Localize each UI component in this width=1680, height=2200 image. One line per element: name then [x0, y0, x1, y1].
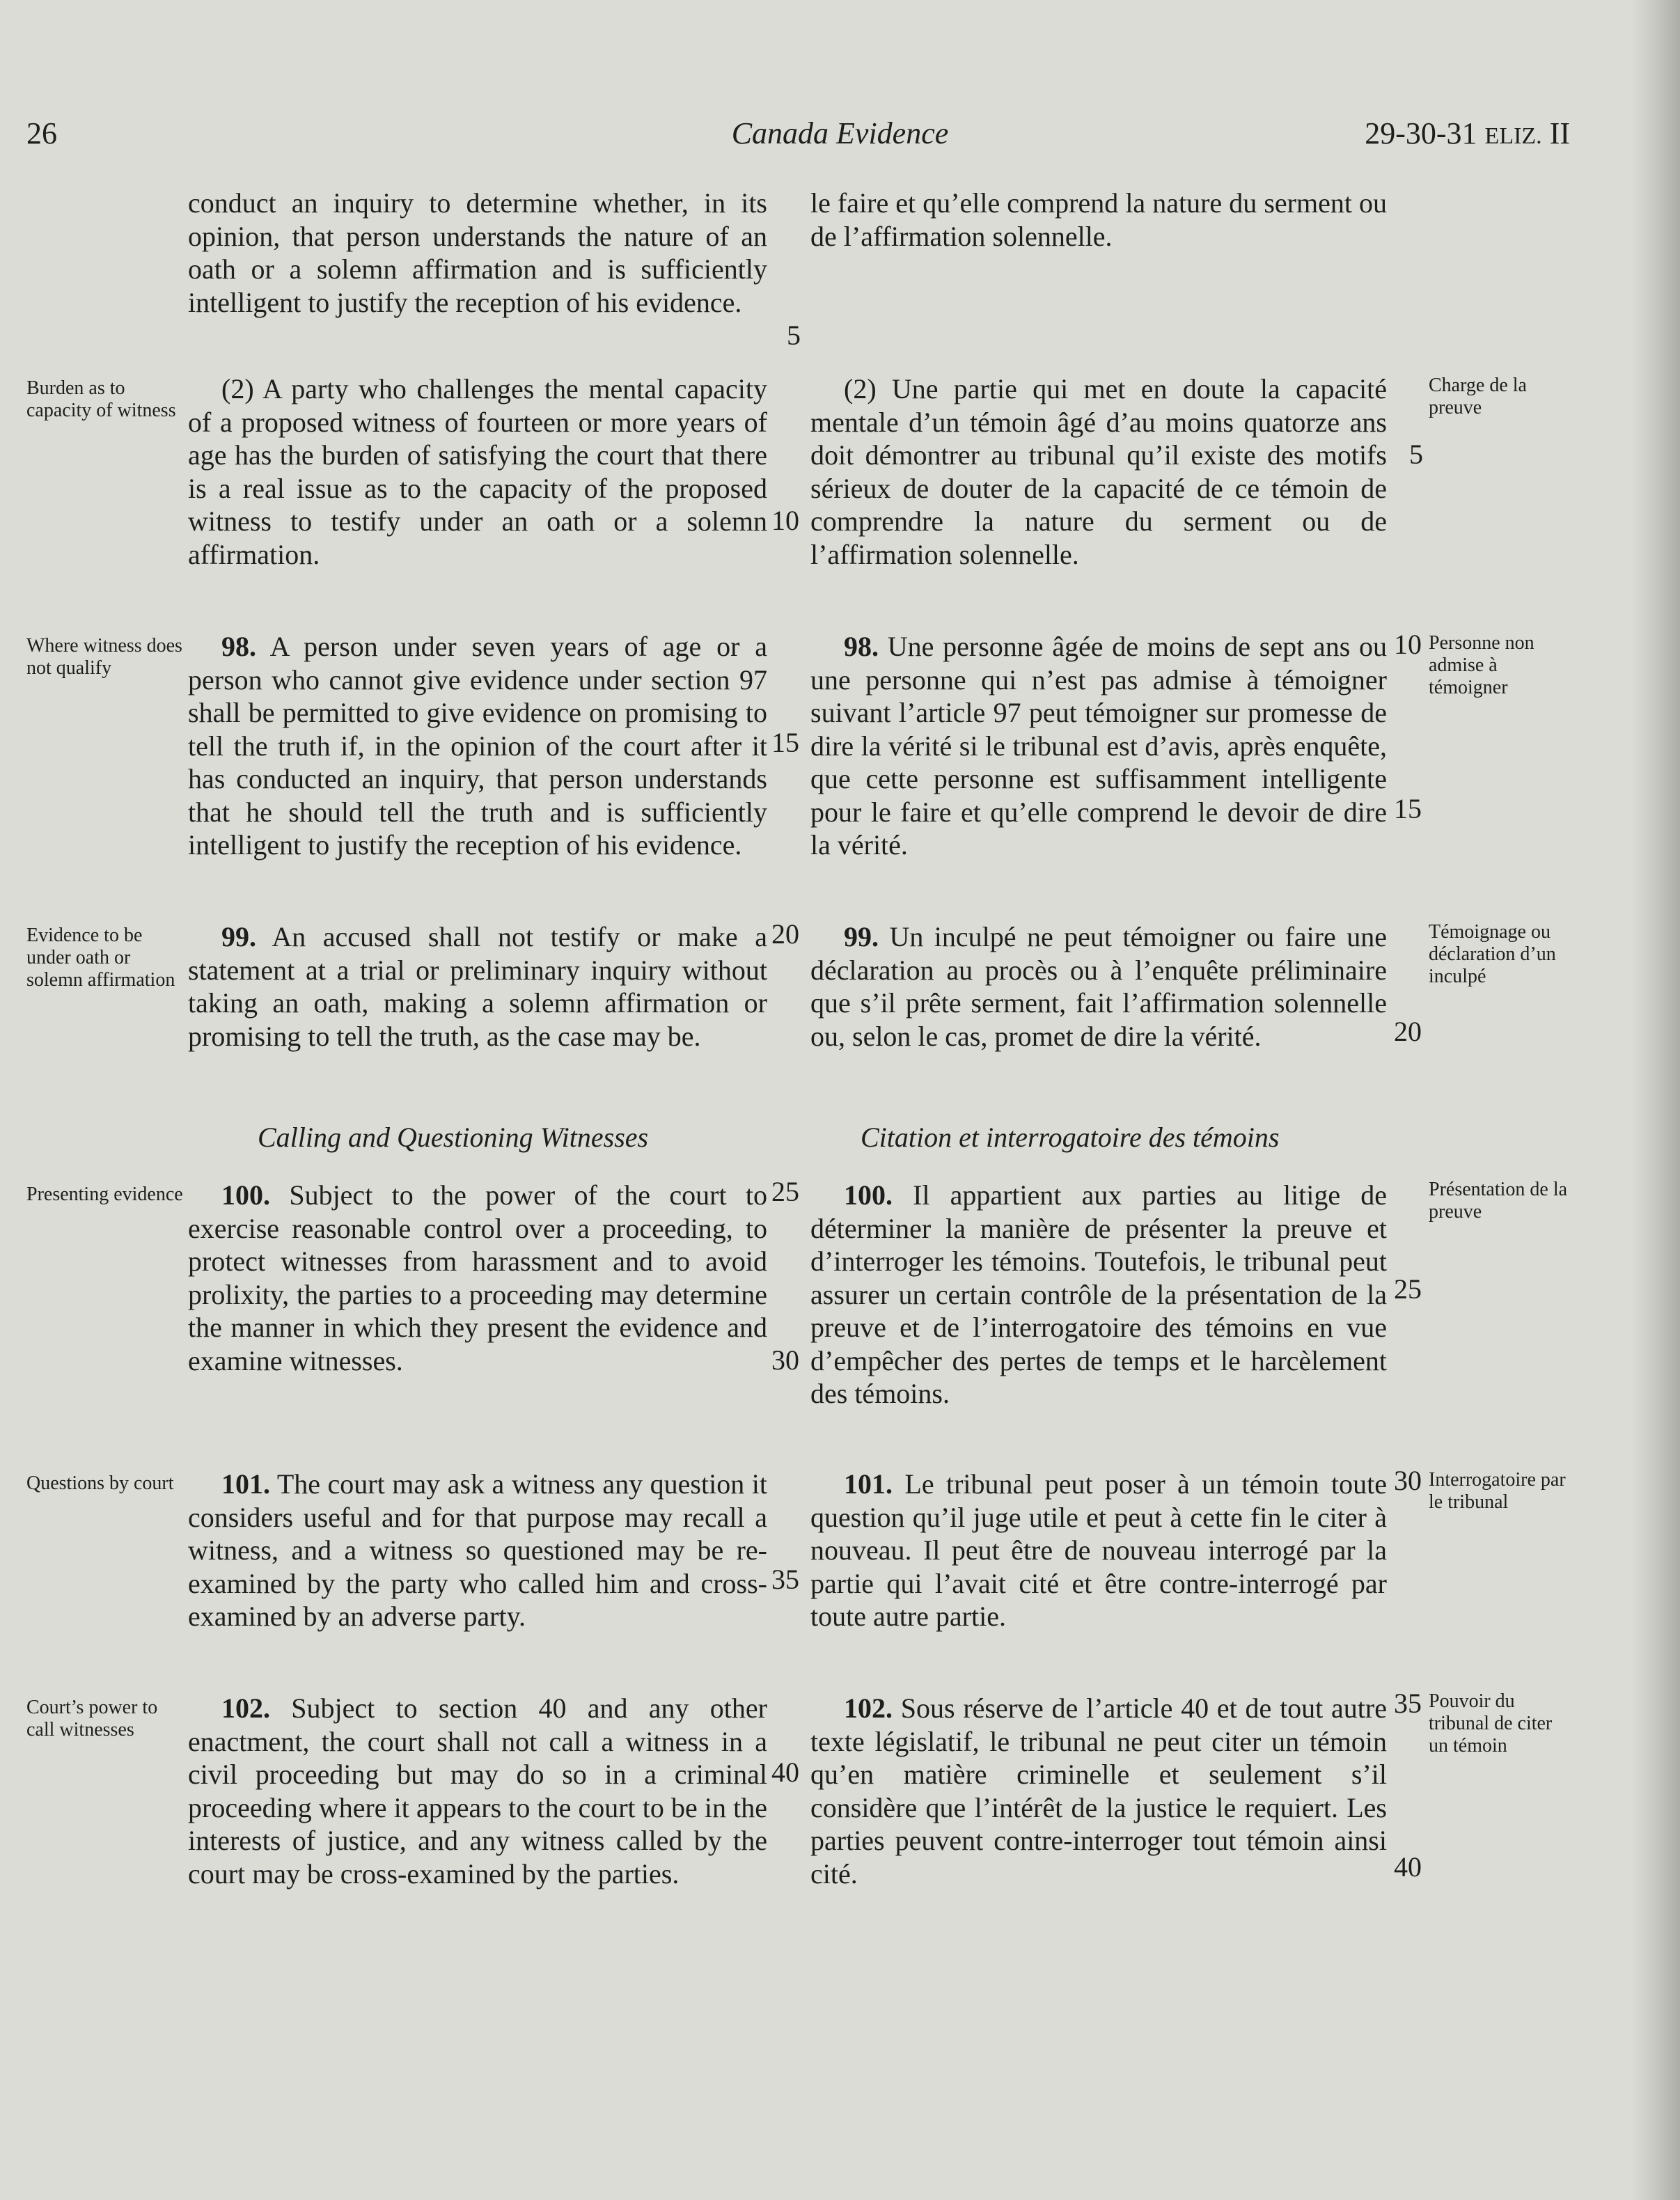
- fr-section-99: [810, 920, 1387, 1053]
- en-s100-text: Subject to the power of the court to exercise reasonable control over a proceeding, to protect witnesses from harassment and to avoid prolixity, the parties to a proceeding may determine the manner in which they present the evidence and examine witnesses.: [188, 1179, 767, 1376]
- fr-heading: Citation et interrogatoire des témoins: [861, 1122, 1280, 1153]
- regnal-eliz: ELIZ.: [1484, 123, 1542, 149]
- fr-line-number: 15: [1394, 793, 1422, 824]
- fr-s102-number: 102.: [844, 1692, 893, 1724]
- en-marginal-note: Court’s power to call witnesses: [26, 1697, 158, 1741]
- fr-marginal-note: Pouvoir du tribunal de citer un témoin: [1429, 1690, 1553, 1757]
- en-marginal-note: Burden as to capacity of witness: [26, 377, 176, 421]
- en-section-99: [188, 920, 767, 1053]
- en-line-number: 35: [771, 1564, 799, 1595]
- fr-marginal-note: Témoignage ou déclaration d’un inculpé: [1429, 921, 1556, 987]
- en-line-number: 15: [771, 727, 799, 758]
- fr-s102-text: Sous réserve de l’article 40 et de tout autre texte législatif, le tribunal ne peut citer un témoin qu’en matière criminelle et seulement s’il considère que l’intérêt de la justice le requiert. Les parties peuvent contre-interroger tout témoin ainsi cité.: [810, 1692, 1387, 1889]
- en-section-101: [188, 1468, 767, 1633]
- en-line-number: 5: [787, 320, 801, 351]
- en-s98-number: 98.: [221, 631, 256, 662]
- regnal-prefix: 29-30-31: [1365, 116, 1485, 150]
- en-line-number: 20: [771, 918, 799, 950]
- fr-line-number: 25: [1394, 1273, 1422, 1305]
- fr-s98-text: Une personne âgée de moins de sept ans ou une personne qui n’est pas admise à témoigner suivant l’article 97 peut témoigner sur promesse de dire la vérité si le tribunal est d’avis, après enquête, que cette personne est suffisamment intelligente pour le faire et qu’elle comprend le devoir de dire la vérité.: [810, 631, 1387, 861]
- fr-section-101: [810, 1468, 1387, 1633]
- fr-s99-number: 99.: [844, 921, 879, 952]
- page-edge-shadow: [1631, 0, 1680, 2200]
- en-marginal-note: Where witness does not qualify: [26, 635, 182, 679]
- fr-subsection-97-2: (2) Une partie qui met en doute la capacité mentale d’un témoin âgé d’au moins quatorze ans doit démontrer au tribunal qu’il existe des motifs sérieux de douter de la capacité de ce témoin de comprendre la nature du serment ou de l’affirmation solennelle.: [810, 373, 1387, 570]
- fr-s100-number: 100.: [844, 1179, 893, 1211]
- fr-s99-text: Un inculpé ne peut témoigner ou faire une déclaration au procès ou à l’enquête préliminaire que s’il prête serment, fait l’affirmation solennelle ou, selon le cas, promet de dire la vérité.: [810, 921, 1387, 1052]
- en-line-number: 10: [771, 505, 799, 536]
- running-title: Canada Evidence: [731, 116, 949, 150]
- fr-section-102: [810, 1692, 1387, 1890]
- en-section-98: [188, 630, 767, 862]
- en-line-number: 40: [771, 1757, 799, 1788]
- en-s98-text: A person under seven years of age or a person who cannot give evidence under section 97 shall be permitted to give evidence on promising to tell the truth if, in the opinion of the court after it has conducted an inquiry, that person understands that he should tell the truth and is sufficiently intelligent to justify the reception of his evidence.: [188, 631, 767, 861]
- fr-line-number: 30: [1394, 1465, 1422, 1496]
- regnal-year: [1365, 116, 1570, 155]
- fr-marginal-note: Présentation de la preuve: [1429, 1179, 1568, 1223]
- page-number: 26: [26, 116, 57, 150]
- fr-marginal-note: Interrogatoire par le tribunal: [1429, 1469, 1566, 1513]
- fr-line-number: 35: [1394, 1688, 1422, 1719]
- en-marginal-note: Presenting evidence: [26, 1184, 183, 1205]
- fr-s101-number: 101.: [844, 1468, 893, 1500]
- fr-line-number: 10: [1394, 629, 1422, 660]
- fr-line-number: 5: [1409, 439, 1423, 470]
- fr-line-number: 40: [1394, 1851, 1422, 1883]
- fr-paragraph-continuation: le faire et qu’elle comprend la nature du serment ou de l’affirmation solennelle.: [810, 187, 1387, 252]
- fr-marginal-note: Charge de la preuve: [1429, 375, 1527, 418]
- en-s101-number: 101.: [221, 1468, 270, 1500]
- en-subsection-97-2: (2) A party who challenges the mental capacity of a proposed witness of fourteen or more years of age has the burden of satisfying the court that there is a real issue as to the capacity of the proposed witness to testify under an oath or a solemn affirmation.: [188, 373, 767, 570]
- en-heading: Calling and Questioning Witnesses: [258, 1122, 649, 1153]
- en-paragraph-continuation: conduct an inquiry to determine whether, in its opinion, that person understands the nature of an oath or a solemn affirmation and is sufficiently intelligent to justify the reception of his evidence.: [188, 187, 767, 318]
- en-line-number: 30: [771, 1344, 799, 1376]
- en-s102-number: 102.: [221, 1692, 270, 1724]
- fr-section-98: [810, 630, 1387, 862]
- fr-s101-text: Le tribunal peut poser à un témoin toute question qu’il juge utile et peut à cette fin le citer à nouveau. Il peut être de nouveau interrogé par la partie qui l’avait cité et être contre-interrogé par toute autre partie.: [810, 1468, 1387, 1632]
- fr-section-100: [810, 1179, 1387, 1411]
- en-s99-text: An accused shall not testify or make a statement at a trial or preliminary inquiry without taking an oath, making a solemn affirmation or promising to tell the truth, as the case may be.: [188, 921, 767, 1052]
- fr-s98-number: 98.: [844, 631, 879, 662]
- en-line-number: 25: [771, 1176, 799, 1207]
- en-marginal-note: Evidence to be under oath or solemn affirmation: [26, 925, 175, 991]
- regnal-suffix: II: [1541, 116, 1570, 150]
- en-s101-text: The court may ask a witness any question it considers useful and for that purpose may recall a witness, and a witness so questioned may be re-examined by the party who called him and cross-examined by an adverse party.: [188, 1468, 767, 1632]
- en-section-102: [188, 1692, 767, 1890]
- en-marginal-note: Questions by court: [26, 1472, 174, 1494]
- en-section-100: [188, 1179, 767, 1377]
- fr-marginal-note: Personne non admise à témoigner: [1429, 632, 1534, 698]
- fr-s100-text: Il appartient aux parties au litige de déterminer la manière de présenter la preuve et d’interroger les témoins. Toutefois, le tribunal peut assurer un certain contrôle de la présentation de la preuve et de l’interrogatoire des témoins en vue d’empêcher des pertes de temps et le harcèlement des témoins.: [810, 1179, 1387, 1409]
- en-s99-number: 99.: [221, 921, 256, 952]
- en-s102-text: Subject to section 40 and any other enactment, the court shall not call a witness in a civil proceeding but may do so in a criminal proceeding where it appears to the court to be in the interests of justice, and any witness called by the court may be cross-examined by the parties.: [188, 1692, 767, 1889]
- fr-line-number: 20: [1394, 1016, 1422, 1047]
- en-s100-number: 100.: [221, 1179, 270, 1211]
